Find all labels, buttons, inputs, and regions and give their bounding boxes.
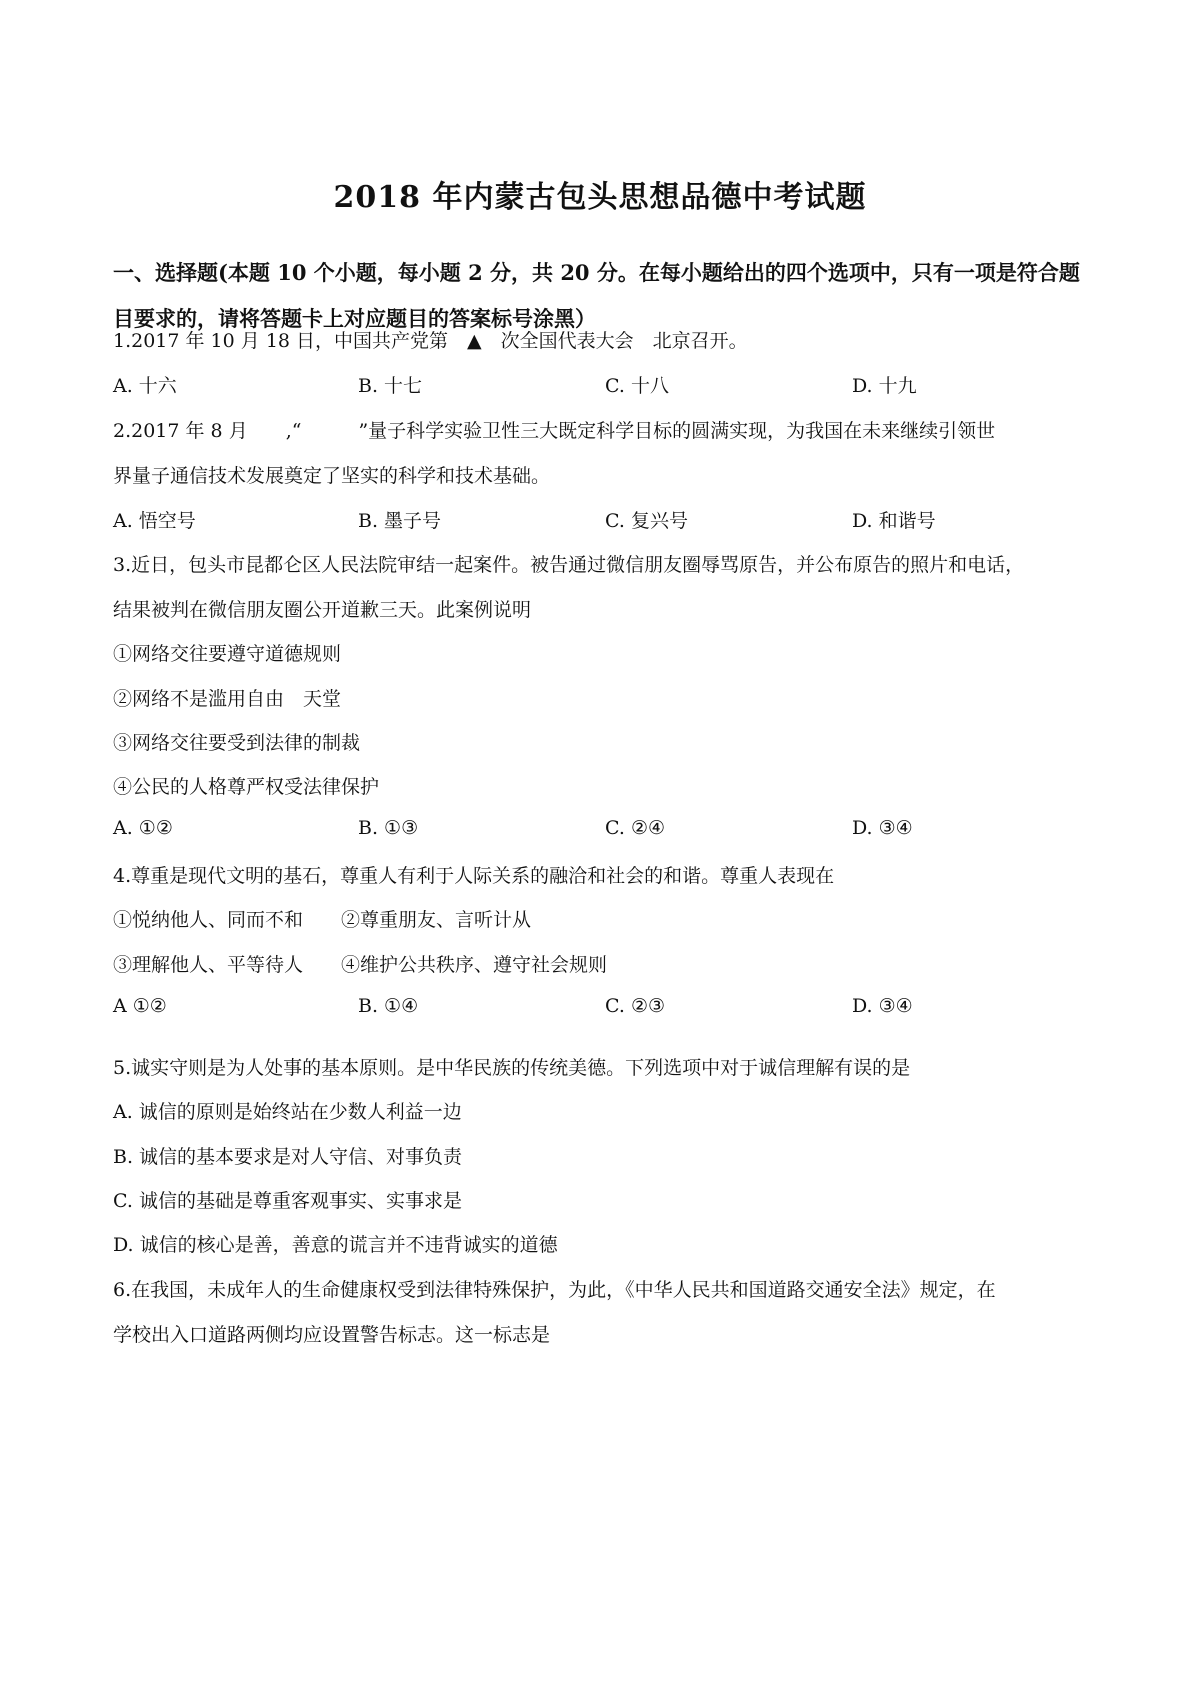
- q1-option-a: A. 十六: [113, 375, 177, 397]
- q5-option-b: B. 诚信的基本要求是对人守信、对事负责: [113, 1146, 463, 1168]
- q2-stem-line1: 2.2017 年 8 月 ,“ ”量子科学实验卫性三大既定科学目标的圆满实现，为我国在未来继续引领世: [113, 420, 996, 442]
- q3-item-1: ①网络交往要遵守道德规则: [113, 643, 342, 665]
- q4-option-a: A ①②: [113, 995, 167, 1017]
- q2-option-a: A. 悟空号: [113, 510, 196, 532]
- q6-stem-line1: 6.在我国，未成年人的生命健康权受到法律特殊保护，为此，《中华人民共和国道路交通安全法》规定，在: [113, 1279, 996, 1301]
- q1-option-d: D. 十九: [852, 375, 917, 397]
- q6-stem-line2: 学校出入口道路两侧均应设置警告标志。这一标志是: [113, 1324, 551, 1346]
- q4-option-c: C. ②③: [605, 995, 666, 1017]
- q3-stem-line2: 结果被判在微信朋友圈公开道歉三天。此案例说明: [113, 599, 532, 621]
- q3-option-d: D. ③④: [852, 817, 913, 839]
- q1-option-c: C. 十八: [605, 375, 669, 397]
- q3-option-a: A. ①②: [113, 817, 173, 839]
- q2-option-d: D. 和谐号: [852, 510, 936, 532]
- q3-item-4: ④公民的人格尊严权受法律保护: [113, 776, 380, 798]
- q5-option-a: A. 诚信的原则是始终站在少数人利益一边: [113, 1101, 462, 1123]
- q4-stem: 4.尊重是现代文明的基石，尊重人有利于人际关系的融洽和社会的和谐。尊重人表现在: [113, 865, 835, 887]
- q2-option-b: B. 墨子号: [358, 510, 442, 532]
- q5-stem: 5.诚实守则是为人处事的基本原则。是中华民族的传统美德。下列选项中对于诚信理解有误的是: [113, 1057, 911, 1079]
- q3-option-b: B. ①③: [358, 817, 419, 839]
- q5-option-d: D. 诚信的核心是善，善意的谎言并不违背诚实的道德: [113, 1234, 558, 1256]
- exam-title: 2018 年内蒙古包头思想品德中考试题: [333, 180, 867, 215]
- q4-option-b: B. ①④: [358, 995, 419, 1017]
- section-heading: 一、选择题(本题 10 个小题，每小题 2 分，共 20 分。在每小题给出的四个选项中，只有一项是符合题目要求的，请将答题卡上对应题目的答案标号涂黑）: [113, 260, 1080, 331]
- q5-option-c: C. 诚信的基础是尊重客观事实、实事求是: [113, 1190, 462, 1212]
- q4-items-row-2: ③理解他人、平等待人 ④维护公共秩序、遵守社会规则: [113, 954, 608, 976]
- q2-stem-line2: 界量子通信技术发展奠定了坚实的科学和技术基础。: [113, 465, 551, 487]
- q3-item-3: ③网络交往要受到法律的制裁: [113, 732, 361, 754]
- q3-option-c: C. ②④: [605, 817, 666, 839]
- q4-option-d: D. ③④: [852, 995, 913, 1017]
- q2-option-c: C. 复兴号: [605, 510, 688, 532]
- q3-stem-line1: 3.近日，包头市昆都仑区人民法院审结一起案件。被告通过微信朋友圈辱骂原告，并公布原告的照片和电话，: [113, 554, 1025, 576]
- q3-item-2: ②网络不是滥用自由 天堂: [113, 688, 342, 710]
- q1-option-b: B. 十七: [358, 375, 423, 397]
- q1-stem: 1.2017 年 10 月 18 日，中国共产党第 ▲ 次全国代表大会 北京召开。: [113, 330, 748, 352]
- q4-items-row-1: ①悦纳他人、同而不和 ②尊重朋友、言听计从: [113, 909, 532, 931]
